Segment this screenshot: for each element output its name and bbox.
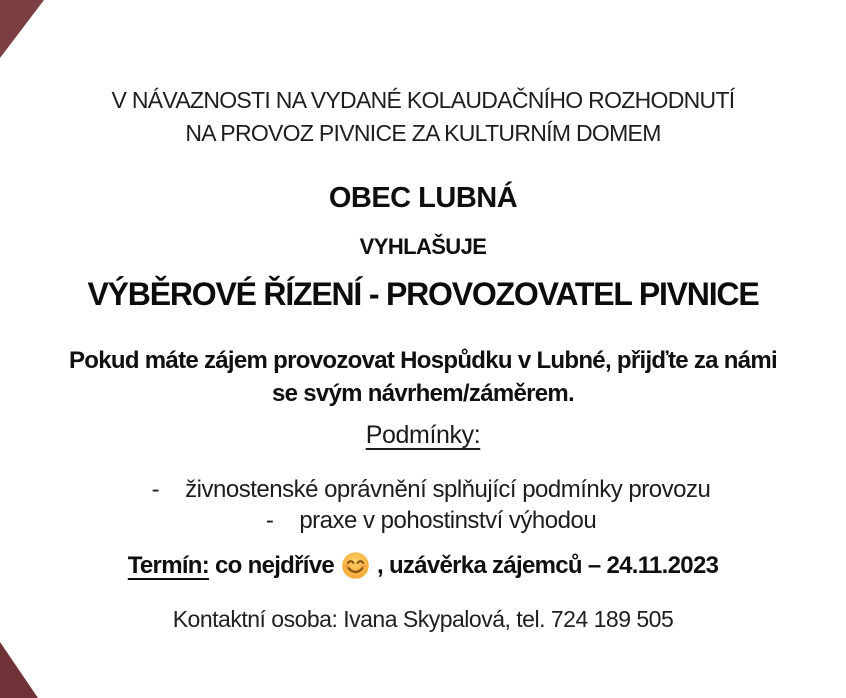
- invitation-line-2: se svým návrhem/záměrem.: [271, 380, 575, 407]
- organization-name: OBEC LUBNÁ: [328, 182, 518, 214]
- announcement-verb: VYHLAŠUJE: [359, 234, 487, 259]
- intro-line-1: V NÁVAZNOSTI NA VYDANÉ KOLAUDAČNÍHO ROZHODNUTÍ: [111, 87, 735, 113]
- condition-text: živnostenské oprávnění splňující podmínky provozu: [185, 476, 711, 503]
- intro-paragraph: [0, 84, 846, 150]
- deadline-text-before: co nejdříve: [209, 552, 335, 579]
- conditions-list: [8, 474, 846, 536]
- notice-title: VÝBĚROVÉ ŘÍZENÍ - PROVOZOVATEL PIVNICE: [87, 276, 759, 312]
- top-left-corner-triangle: [0, 0, 44, 58]
- invitation-line-1: Pokud máte zájem provozovat Hospůdku v Lubné, přijďte za námi: [68, 347, 777, 374]
- intro-line-2: NA PROVOZ PIVNICE ZA KULTURNÍM DOMEM: [185, 120, 661, 146]
- invitation-paragraph: [0, 344, 846, 410]
- contact-line: Kontaktní osoba: Ivana Skypalová, tel. 724 189 505: [172, 606, 674, 632]
- condition-text: praxe v pohostinství výhodou: [299, 507, 597, 534]
- conditions-heading: Podmínky:: [365, 421, 481, 449]
- deadline-line: [0, 551, 846, 580]
- condition-item: [8, 505, 846, 536]
- bullet-dash: -: [265, 507, 274, 534]
- deadline-label: Termín:: [127, 552, 210, 579]
- deadline-text-after: , uzávěrka zájemců – 24.11.2023: [371, 552, 719, 579]
- bottom-left-corner-triangle: [0, 642, 38, 698]
- condition-item: [8, 474, 846, 505]
- smiling-face-emoji: [341, 551, 370, 580]
- bullet-dash: -: [151, 476, 160, 503]
